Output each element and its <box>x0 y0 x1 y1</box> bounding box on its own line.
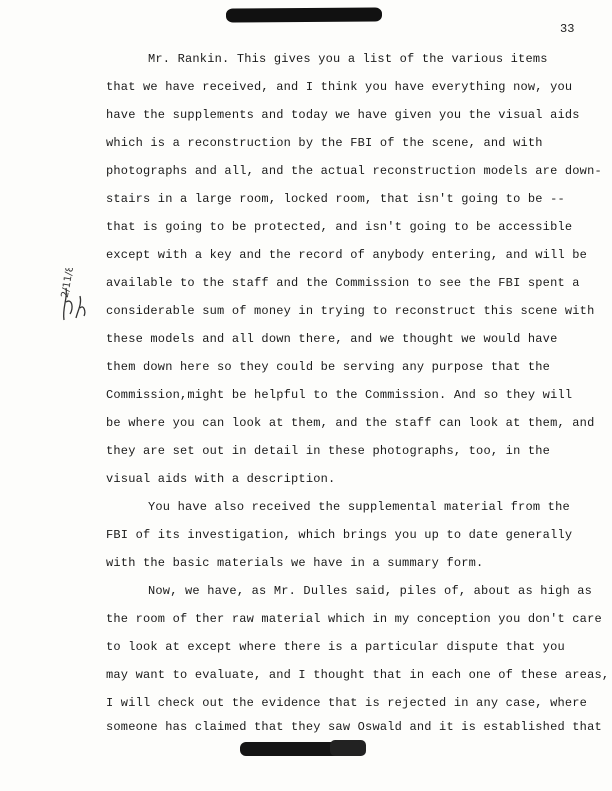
text-line: someone has claimed that they saw Oswald and it is established that <box>106 720 602 734</box>
text-line: stairs in a large room, locked room, that isn't going to be -- <box>106 192 565 206</box>
text-line: FBI of its investigation, which brings you up to date generally <box>106 528 573 542</box>
redaction-bar-bottom <box>240 742 360 756</box>
text-line: except with a key and the record of anybody entering, and will be <box>106 248 588 262</box>
text-line: photographs and all, and the actual reconstruction models are down- <box>106 164 602 178</box>
text-line: them down here so they could be serving any purpose that the <box>106 360 551 374</box>
text-line: Commission,might be helpful to the Commission. And so they will <box>106 388 573 402</box>
handwritten-initials-icon <box>56 268 112 328</box>
text-line: available to the staff and the Commission to see the FBI spent a <box>106 276 580 290</box>
text-line: that is going to be protected, and isn't going to be accessible <box>106 220 573 234</box>
page-number: 33 <box>560 22 575 36</box>
text-line: visual aids with a description. <box>106 472 336 486</box>
margin-date: 2/11/85 <box>59 268 78 299</box>
text-line: You have also received the supplemental material from the <box>148 500 570 514</box>
text-line: Mr. Rankin. This gives you a list of the various items <box>148 52 548 66</box>
text-line: the room of ther raw material which in my conception you don't care <box>106 612 602 626</box>
text-line: be where you can look at them, and the staff can look at them, and <box>106 416 595 430</box>
text-line: may want to evaluate, and I thought that in each one of these areas, <box>106 668 610 682</box>
text-line: considerable sum of money in trying to reconstruct this scene with <box>106 304 595 318</box>
text-line: which is a reconstruction by the FBI of the scene, and with <box>106 136 543 150</box>
text-line: they are set out in detail in these photographs, too, in the <box>106 444 551 458</box>
text-line: Now, we have, as Mr. Dulles said, piles of, about as high as <box>148 584 593 598</box>
text-line: that we have received, and I think you have everything now, you <box>106 80 573 94</box>
text-line: with the basic materials we have in a summary form. <box>106 556 484 570</box>
handwritten-margin-note <box>56 268 112 328</box>
text-line: these models and all down there, and we thought we would have <box>106 332 558 346</box>
text-line: I will check out the evidence that is rejected in any case, where <box>106 696 588 710</box>
redaction-bar-top <box>226 7 382 22</box>
text-line: to look at except where there is a particular dispute that you <box>106 640 565 654</box>
text-line: have the supplements and today we have given you the visual aids <box>106 108 580 122</box>
